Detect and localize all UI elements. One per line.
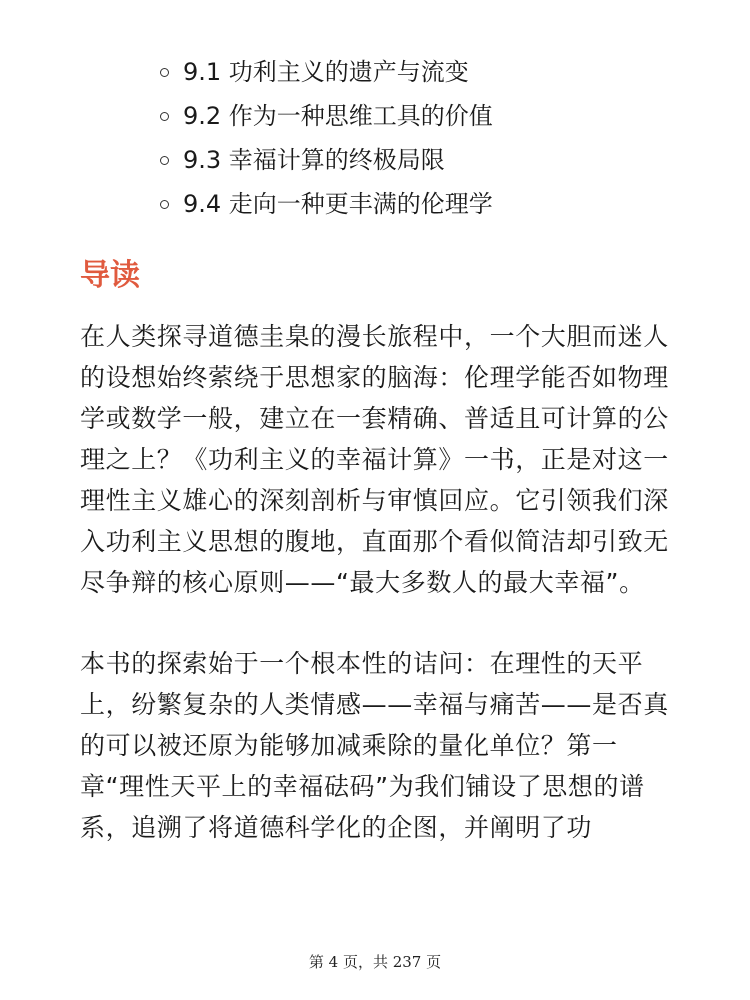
toc-item-label: 9.3 幸福计算的终极局限 bbox=[183, 146, 445, 174]
toc-item bbox=[160, 138, 493, 182]
toc-item-label: 9.1 功利主义的遗产与流变 bbox=[183, 58, 469, 86]
table-of-contents bbox=[160, 50, 493, 226]
toc-item bbox=[160, 182, 493, 226]
body-paragraph: 在人类探寻道德圭臬的漫长旅程中，一个大胆而迷人的设想始终萦绕于思想家的脑海：伦理学能否如物理学或数学一般，建立在一套精确、普适且可计算的公理之上？《功利主义的幸福计算》一书，正是对这一理性主义雄心的深刻剖析与审慎回应。它引领我们深入功利主义思想的腹地，直面那个看似简洁却引致无尽争辩的核心原则——“最大多数人的最大幸福”。 bbox=[80, 322, 669, 597]
hollow-circle-bullet-icon bbox=[160, 68, 169, 77]
page-number-footer: 第 4 页，共 237 页 bbox=[308, 953, 442, 971]
toc-item-label: 9.2 作为一种思维工具的价值 bbox=[183, 102, 493, 130]
hollow-circle-bullet-icon bbox=[160, 112, 169, 121]
hollow-circle-bullet-icon bbox=[160, 156, 169, 165]
toc-item bbox=[160, 94, 493, 138]
toc-item-label: 9.4 走向一种更丰满的伦理学 bbox=[183, 190, 493, 218]
toc-item bbox=[160, 50, 493, 94]
hollow-circle-bullet-icon bbox=[160, 200, 169, 209]
section-heading: 导读 bbox=[80, 258, 140, 293]
body-paragraph: 本书的探索始于一个根本性的诘问：在理性的天平上，纷繁复杂的人类情感——幸福与痛苦——是否真的可以被还原为能够加减乘除的量化单位？第一章“理性天平上的幸福砝码”为我们铺设了思想的谱系，追溯了将道德科学化的企图，并阐明了功 bbox=[80, 649, 669, 842]
